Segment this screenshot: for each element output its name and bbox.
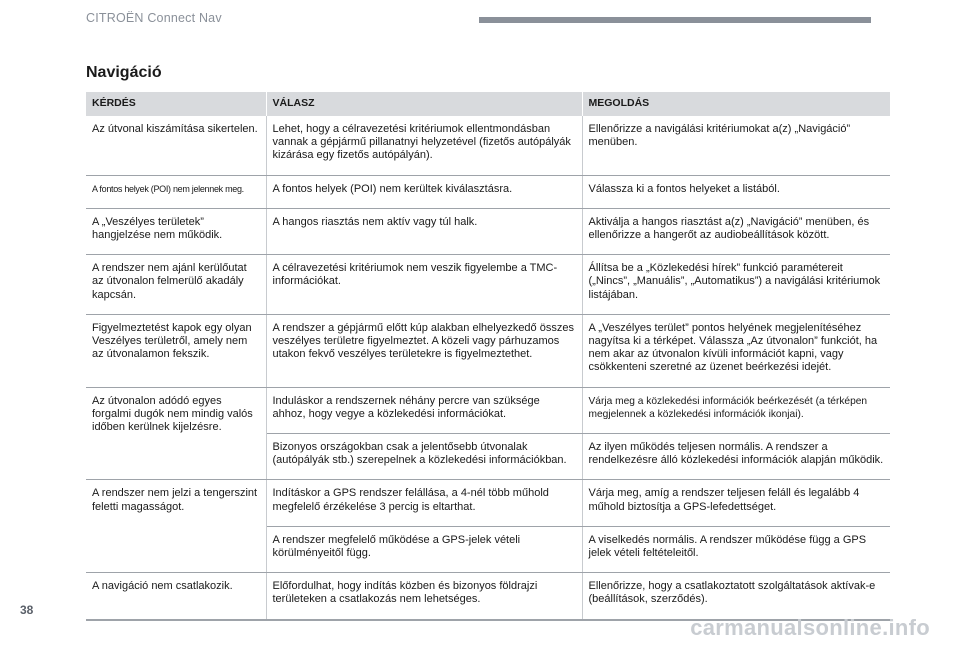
- answer-cell: A rendszer a gépjármű előtt kúp alakban elhelyezkedő összes veszélyes területre figyelmeztet. A közeli vagy párhuzamos utakon fekvő veszélyes területekre is figyelmeztethet.: [266, 314, 582, 387]
- table-row: [86, 480, 890, 526]
- solution-cell: Állítsa be a „Közlekedési hírek” funkció paramétereit („Nincs”, „Manuális”, „Automatikus”) a navigálási kritériumok listájában.: [582, 255, 890, 315]
- brand-name: CITROËN Connect Nav: [86, 11, 222, 25]
- answer-cell: Lehet, hogy a célravezetési kritériumok ellentmondásban vannak a gépjármű pillanatnyi helyzetével (fizetős autópályák kizárása egy fizetős autópályán).: [266, 116, 582, 175]
- table-row: [86, 116, 890, 175]
- question-cell: A „Veszélyes területek” hangjelzése nem működik.: [86, 208, 266, 254]
- solution-cell: Várja meg a közlekedési információk beérkezését (a térképen megjelennek a közlekedési információk ikonjai).: [582, 387, 890, 433]
- solution-cell: Ellenőrizze a navigálási kritériumokat a(z) „Navigáció” menüben.: [582, 116, 890, 175]
- answer-cell: A fontos helyek (POI) nem kerültek kiválasztásra.: [266, 175, 582, 208]
- solution-cell: Ellenőrizze, hogy a csatlakoztatott szolgáltatások aktívak-e (beállítások, szerződés).: [582, 573, 890, 620]
- question-cell: A navigáció nem csatlakozik.: [86, 573, 266, 620]
- question-cell: Figyelmeztetést kapok egy olyan Veszélyes területről, amely nem az útvonalamon fekszik.: [86, 314, 266, 387]
- page-title: Navigáció: [86, 64, 162, 81]
- table-row: [86, 255, 890, 315]
- answer-cell: Bizonyos országokban csak a jelentősebb útvonalak (autópályák stb.) szerepelnek a közlekedési információkban.: [266, 434, 582, 480]
- header-answer: VÁLASZ: [266, 92, 582, 116]
- table-row: [86, 387, 890, 433]
- solution-cell: Várja meg, amíg a rendszer teljesen feláll és legalább 4 műhold biztosítja a GPS-lefedettséget.: [582, 480, 890, 526]
- watermark: carmanualsonline.info: [690, 615, 930, 640]
- question-cell: A rendszer nem jelzi a tengerszint feletti magasságot.: [86, 480, 266, 573]
- table-row: [86, 314, 890, 387]
- answer-cell: Előfordulhat, hogy indítás közben és bizonyos földrajzi területeken a csatlakozás nem lehetséges.: [266, 573, 582, 620]
- header-solution: MEGOLDÁS: [582, 92, 890, 116]
- question-cell: Az útvonalon adódó egyes forgalmi dugók nem mindig valós időben kerülnek kijelzésre.: [86, 387, 266, 480]
- solution-cell: Válassza ki a fontos helyeket a listából.: [582, 175, 890, 208]
- solution-cell: Aktiválja a hangos riasztást a(z) „Navigáció” menüben, és ellenőrizze a hangerőt az audiobeállítások között.: [582, 208, 890, 254]
- table-row: [86, 573, 890, 620]
- table-row: [86, 208, 890, 254]
- page-number: 38: [20, 603, 34, 617]
- answer-cell: Induláskor a rendszernek néhány percre van szüksége ahhoz, hogy vegye a közlekedési információkat.: [266, 387, 582, 433]
- answer-cell: A hangos riasztás nem aktív vagy túl halk.: [266, 208, 582, 254]
- question-cell: Az útvonal kiszámítása sikertelen.: [86, 116, 266, 175]
- header-accent-bar: [479, 17, 871, 23]
- table-header-row: [86, 92, 890, 116]
- table-row: [86, 175, 890, 208]
- troubleshooting-table: [86, 92, 890, 621]
- answer-cell: A rendszer megfelelő működése a GPS-jelek vételi körülményeitől függ.: [266, 526, 582, 572]
- header-question: KÉRDÉS: [86, 92, 266, 116]
- question-cell: A rendszer nem ajánl kerülőutat az útvonalon felmerülő akadály kapcsán.: [86, 255, 266, 315]
- solution-cell: A „Veszélyes terület” pontos helyének megjelenítéséhez nagyítsa ki a térképet. Válassza „Az útvonalon” funkciót, ha nem akar az útvonalon kívüli információt kapni, vagy csökkenteni szeretné az üzenet beérkezési idejét.: [582, 314, 890, 387]
- solution-cell: Az ilyen működés teljesen normális. A rendszer a rendelkezésre álló közlekedési információk alapján működik.: [582, 434, 890, 480]
- answer-cell: A célravezetési kritériumok nem veszik figyelembe a TMC-információkat.: [266, 255, 582, 315]
- answer-cell: Indításkor a GPS rendszer felállása, a 4-nél több műhold megfelelő érzékelése 3 percig is eltarthat.: [266, 480, 582, 526]
- solution-cell: A viselkedés normális. A rendszer működése függ a GPS jelek vételi feltételeitől.: [582, 526, 890, 572]
- question-cell: A fontos helyek (POI) nem jelennek meg.: [86, 175, 266, 208]
